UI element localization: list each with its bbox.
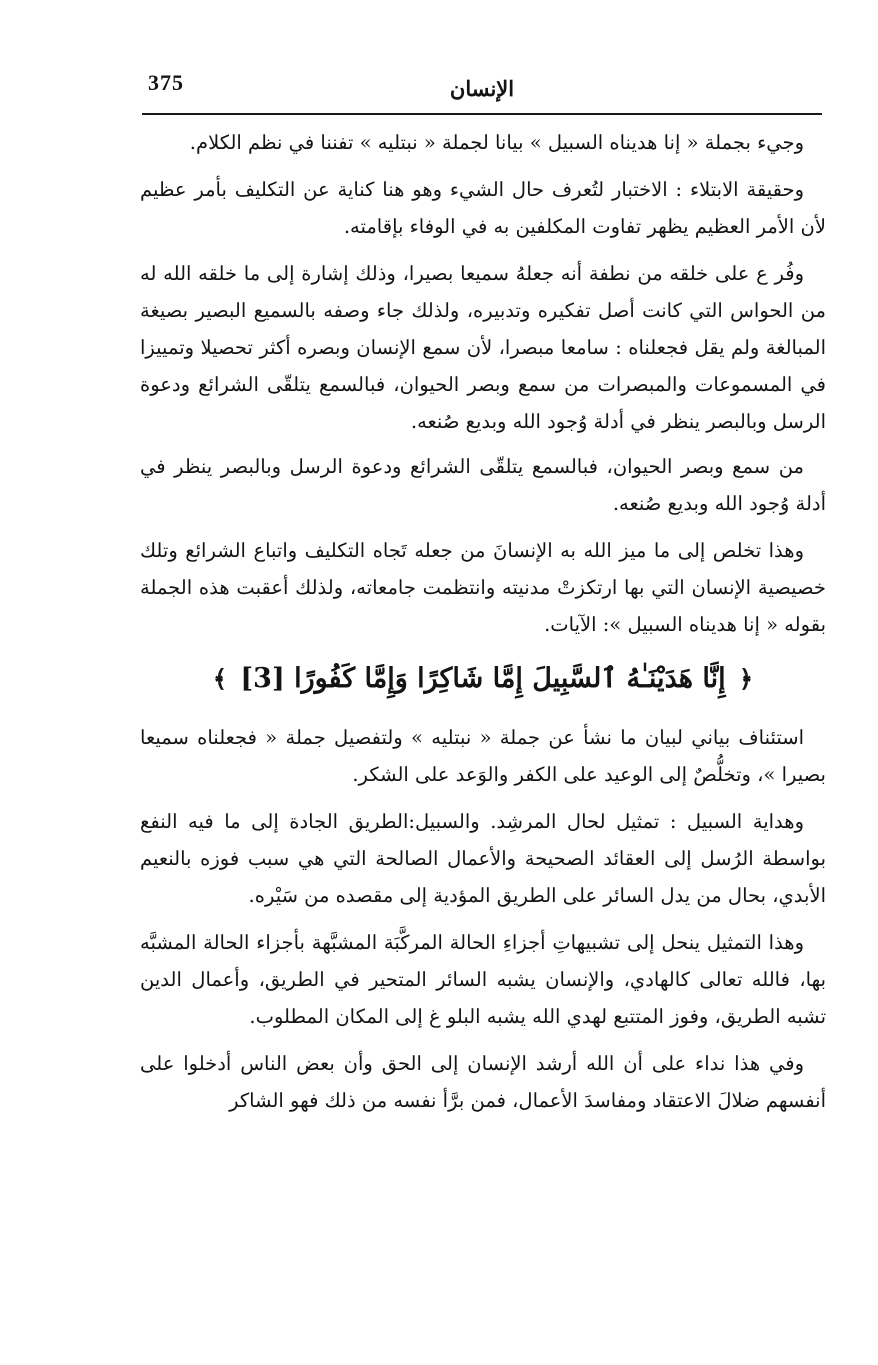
quran-verse [140, 653, 826, 705]
verse-number: [3] [240, 663, 285, 694]
verse-text: إِنَّا هَدَيْنَـٰهُ ٱلسَّبِيلَ إِمَّا شَاكِرًا وَإِمَّا كَفُورًا [294, 663, 726, 694]
page-number: 375 [148, 70, 184, 95]
page-header [142, 64, 822, 114]
paragraph-1: وجيء بجملة « إنا هديناه السبيل » بيانا لجملة « نبتليه » تفننا في نظم الكلام. [189, 131, 804, 154]
paragraph-9: وفي هذا نداء على أن الله أرشد الإنسان إلى الحق وأن بعض الناس أدخلوا على أنفسهم ضلالَ الاعتقاد ومفاسدَ الأعمال، فمن برَّأ نفسه من ذلك فهو الشاكر [140, 1052, 826, 1112]
paragraph-6: استئناف بياني لبيان ما نشأ عن جملة « نبتليه » ولتفصيل جملة « فجعلناه سميعا بصيرا »، وتخلُّصٌ إلى الوعيد على الكفر والوَعد على الشكر. [140, 726, 826, 786]
header-rule [142, 113, 822, 115]
body-text [140, 124, 826, 1129]
verse-open-bracket: ﴿ [739, 664, 754, 693]
paragraph-4: من سمع وبصر الحيوان، فبالسمع يتلقّى الشرائع ودعوة الرسل وبالبصر ينظر في أدلة وُجود الله وبديع صُنعه. [140, 455, 826, 515]
verse-close-bracket: ﴾ [212, 664, 227, 693]
paragraph-3: وفُر ع على خلقه من نطفة أنه جعلهُ سميعا بصيرا، وذلك إشارة إلى ما خلقه الله له من الحواس التي كانت أصل تفكيره وتدبيره، ولذلك جاء وصفه بالسميع البصير بصيغة المبالغة ولم يقل فجعلناه : سامعا مبصرا، لأن سمع الإنسان وبصره أكثر تحصيلا وتمييزا في المسموعات والمبصرات من سمع وبصر الحيوان، فبالسمع يتلقّى الشرائع ودعوة الرسل وبالبصر ينظر في أدلة وُجود الله وبديع صُنعه. [140, 262, 826, 433]
paragraph-2: وحقيقة الابتلاء : الاختبار لتُعرف حال الشيء وهو هنا كناية عن التكليف بأمر عظيم لأن الأمر العظيم يظهر تفاوت المكلفين به في الوفاء بإقامته. [140, 178, 826, 238]
running-title: الإنسان [449, 76, 515, 101]
paragraph-5: وهذا تخلص إلى ما ميز الله به الإنسانَ من جعله تَجاه التكليف واتباع الشرائع وتلك خصيصية الإنسان التي بها ارتكزتْ مدنيته وانتظمت جامعاته، ولذلك أعقبت هذه الجملة بقوله « إنا هديناه السبيل »: الآيات. [140, 539, 826, 636]
paragraph-8: وهذا التمثيل ينحل إلى تشبيهاتِ أجزاءِ الحالة المركَّبَة المشبَّهة بأجزاء الحالة المشبَّه بها، فالله تعالى كالهادي، والإنسان يشبه السائر المتحير في الطريق، وأعمال الدين تشبه الطريق، وفوز المتتبع لهدي الله يشبه البلو غ إلى المكان المطلوب. [140, 931, 826, 1028]
paragraph-7: وهداية السبيل : تمثيل لحال المرشِد. والسبيل:الطريق الجادة إلى ما فيه النفع بواسطة الرُسل إلى العقائد الصحيحة والأعمال الصالحة التي هي سبب فوزه بالنعيم الأبدي، بحال من يدل السائر على الطريق المؤدية إلى مقصده من سَيْره. [140, 810, 826, 907]
